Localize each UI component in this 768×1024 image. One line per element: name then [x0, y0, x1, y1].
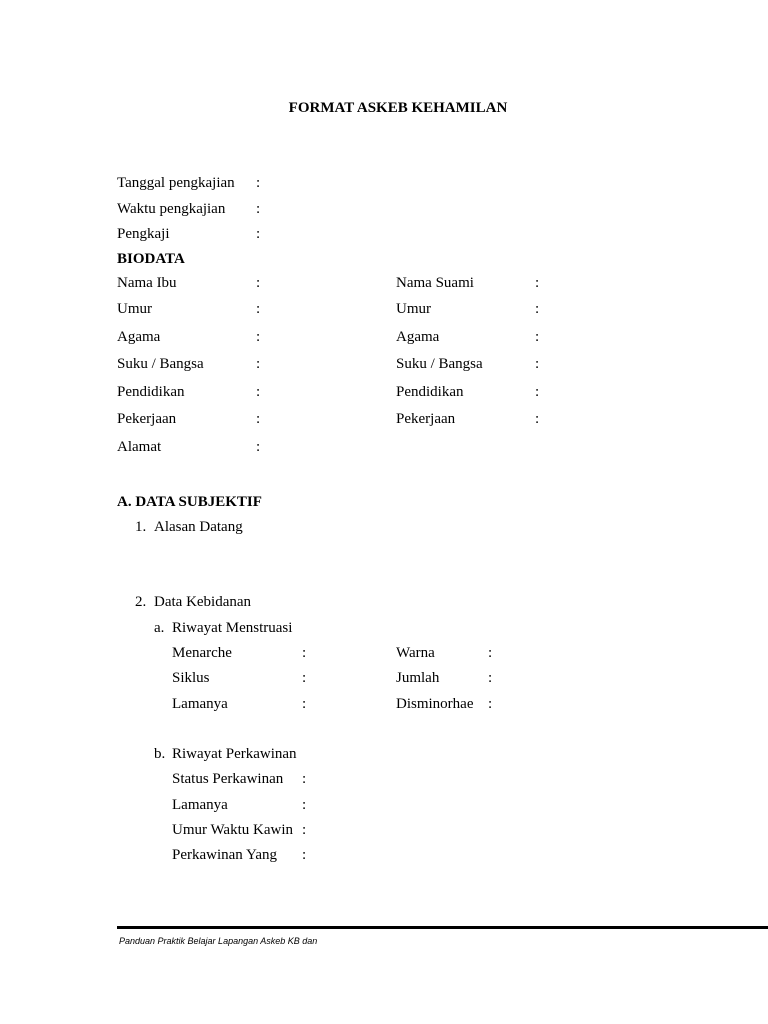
status-perkawinan-label: Status Perkawinan — [172, 771, 284, 787]
riwayat-perkawinan-label: Riwayat Perkawinan — [172, 746, 297, 762]
perkawinan-yang-label: Perkawinan Yang — [172, 847, 277, 863]
field-colon: : — [256, 201, 261, 217]
field-colon: : — [256, 329, 261, 345]
warna-label: Warna — [396, 645, 435, 661]
field-colon: : — [256, 411, 261, 427]
list-number: 2. — [135, 594, 147, 610]
field-colon: : — [302, 847, 307, 863]
field-colon: : — [256, 384, 261, 400]
field-colon: : — [302, 645, 307, 661]
field-label-pengkaji: Pengkaji — [117, 226, 170, 242]
disminorhae-label: Disminorhae — [396, 696, 474, 712]
field-colon: : — [256, 226, 261, 242]
field-colon: : — [256, 301, 261, 317]
field-colon: : — [302, 822, 307, 838]
field-colon: : — [256, 175, 261, 191]
biodata-suami-suku: Suku / Bangsa — [396, 356, 483, 372]
field-colon: : — [535, 356, 540, 372]
list-letter: b. — [154, 746, 166, 762]
list-number: 1. — [135, 519, 147, 535]
data-kebidanan-label: Data Kebidanan — [154, 594, 252, 610]
biodata-ibu-pekerjaan: Pekerjaan — [117, 411, 177, 427]
biodata-ibu-suku: Suku / Bangsa — [117, 356, 204, 372]
field-colon: : — [535, 329, 540, 345]
field-colon: : — [302, 696, 307, 712]
umur-waktu-kawin-label: Umur Waktu Kawin — [172, 822, 293, 838]
biodata-ibu-nama: Nama Ibu — [117, 275, 177, 291]
field-colon: : — [302, 771, 307, 787]
footer-text: Panduan Praktik Belajar Lapangan Askeb KB dan — [119, 936, 318, 946]
jumlah-label: Jumlah — [396, 670, 440, 686]
page-title: FORMAT ASKEB KEHAMILAN — [288, 100, 508, 116]
biodata-suami-pekerjaan: Pekerjaan — [396, 411, 456, 427]
biodata-ibu-agama: Agama — [117, 329, 161, 345]
riwayat-menstruasi-label: Riwayat Menstruasi — [172, 620, 293, 636]
field-colon: : — [488, 645, 493, 661]
field-colon: : — [535, 411, 540, 427]
field-colon: : — [302, 797, 307, 813]
lamanya-perkawinan-label: Lamanya — [172, 797, 228, 813]
section-a-heading: A. DATA SUBJEKTIF — [117, 494, 262, 510]
field-colon: : — [256, 439, 261, 455]
field-colon: : — [535, 275, 540, 291]
field-colon: : — [256, 275, 261, 291]
field-colon: : — [302, 670, 307, 686]
siklus-label: Siklus — [172, 670, 210, 686]
field-label-tanggal-pengkajian: Tanggal pengkajian — [117, 175, 235, 191]
field-colon: : — [488, 670, 493, 686]
field-colon: : — [535, 301, 540, 317]
field-colon: : — [535, 384, 540, 400]
biodata-suami-nama: Nama Suami — [396, 275, 474, 291]
biodata-ibu-alamat: Alamat — [117, 439, 162, 455]
biodata-suami-agama: Agama — [396, 329, 440, 345]
alasan-datang-label: Alasan Datang — [154, 519, 243, 535]
footer-divider — [117, 926, 768, 929]
lamanya-menstruasi-label: Lamanya — [172, 696, 228, 712]
biodata-ibu-umur: Umur — [117, 301, 152, 317]
field-colon: : — [488, 696, 493, 712]
biodata-suami-pendidikan: Pendidikan — [396, 384, 464, 400]
biodata-suami-umur: Umur — [396, 301, 431, 317]
field-label-waktu-pengkajian: Waktu pengkajian — [117, 201, 226, 217]
biodata-ibu-pendidikan: Pendidikan — [117, 384, 185, 400]
field-colon: : — [256, 356, 261, 372]
list-letter: a. — [154, 620, 165, 636]
menarche-label: Menarche — [172, 645, 232, 661]
biodata-heading: BIODATA — [117, 251, 185, 267]
